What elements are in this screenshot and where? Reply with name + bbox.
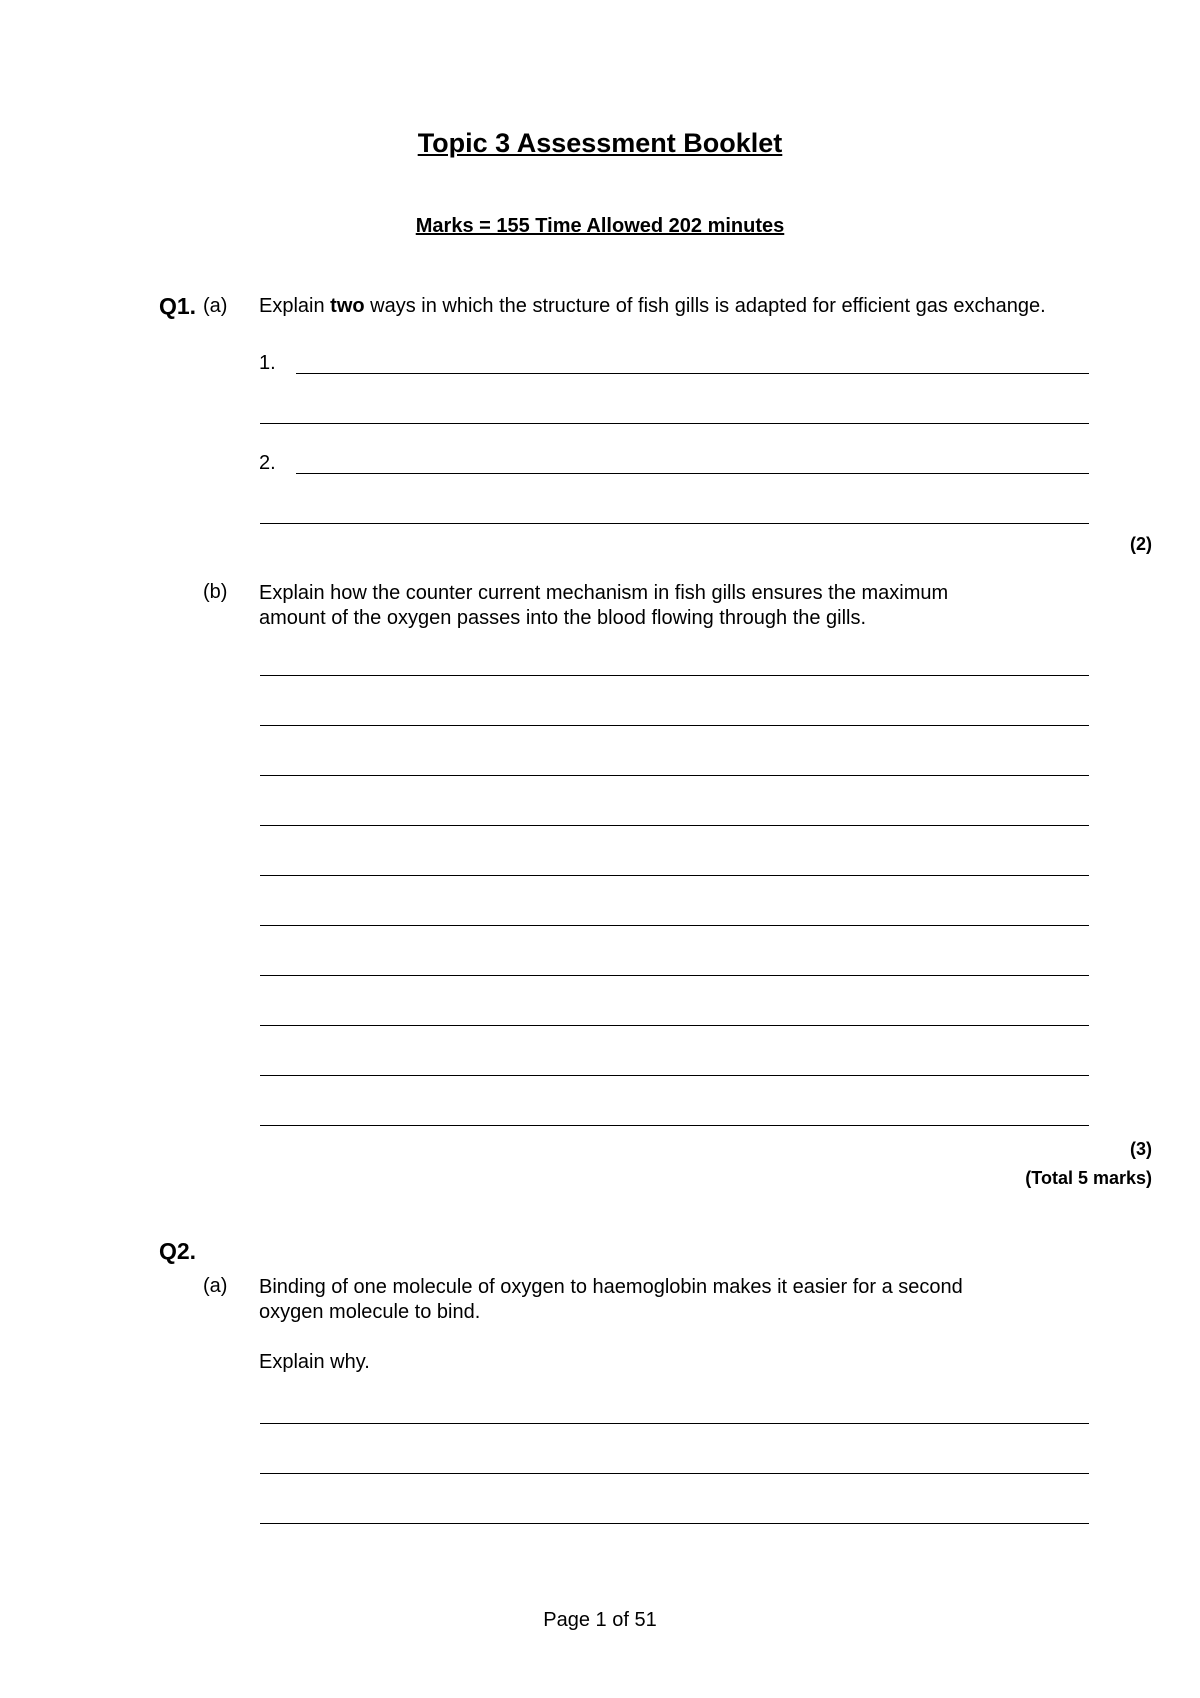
marks-time-allowed: Marks = 155 Time Allowed 202 minutes: [415, 215, 785, 237]
marks-1b: (3): [1130, 1139, 1152, 1159]
answer-line[interactable]: [260, 1025, 1089, 1026]
question-1b-text: Explain how the counter current mechanism in fish gills ensures the maximum amount of the oxygen passes into the blood flowing through the gills.: [259, 582, 949, 629]
answer-line[interactable]: [260, 875, 1089, 876]
answer-line[interactable]: [260, 523, 1089, 524]
answer-line[interactable]: [260, 1125, 1089, 1126]
answer-line[interactable]: [260, 925, 1089, 926]
emphasis-two: two: [330, 295, 365, 317]
question-2a-text: Binding of one molecule of oxygen to haemoglobin makes it easier for a second oxygen molecule to bind.: [259, 1276, 963, 1323]
answer-line[interactable]: [260, 975, 1089, 976]
answer-line[interactable]: [260, 725, 1089, 726]
answer-line[interactable]: [260, 775, 1089, 776]
question-2a-instruction: Explain why.: [259, 1351, 370, 1373]
question-1-number: Q1.: [159, 293, 197, 319]
answer-2-label: 2.: [259, 452, 276, 474]
answer-line[interactable]: [260, 675, 1089, 676]
answer-line[interactable]: [260, 1523, 1089, 1524]
page-title: Topic 3 Assessment Booklet: [417, 128, 783, 158]
question-1a-text: Explain two ways in which the structure of fish gills is adapted for efficient gas exchange.: [259, 295, 1046, 317]
answer-line[interactable]: [260, 1423, 1089, 1424]
question-2a-label: (a): [203, 1275, 228, 1297]
answer-line[interactable]: [296, 473, 1089, 474]
answer-line[interactable]: [260, 1075, 1089, 1076]
answer-line[interactable]: [296, 373, 1089, 374]
answer-line[interactable]: [260, 1473, 1089, 1474]
marks-1a: (2): [1130, 534, 1152, 554]
question-1b-label: (b): [203, 581, 228, 603]
page-number: Page 1 of 51: [543, 1609, 657, 1631]
answer-line[interactable]: [260, 825, 1089, 826]
question-2-number: Q2.: [159, 1238, 197, 1264]
answer-1-label: 1.: [259, 352, 276, 374]
total-marks-q1: (Total 5 marks): [1025, 1168, 1152, 1188]
question-1a-label: (a): [203, 295, 228, 317]
answer-line[interactable]: [260, 423, 1089, 424]
